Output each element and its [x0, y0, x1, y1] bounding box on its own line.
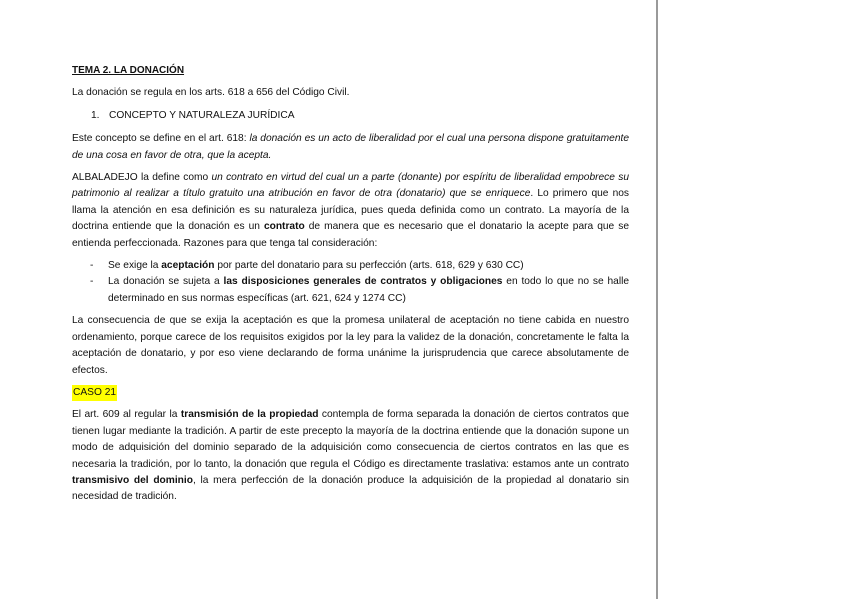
- article-609-paragraph: [72, 407, 629, 505]
- definition-lead: Este concepto se define en el art. 618:: [72, 133, 250, 145]
- page-edge-divider: [656, 0, 658, 599]
- article-609-bold1: transmisión de la propiedad: [180, 409, 319, 421]
- consequence-paragraph: La consecuencia de que se exija la aceptación es que la promesa unilateral de aceptación no tiene cabida en nuestro ordenamiento, porque carece de los requisitos exigidos por la ley para la validez de la donación, concretamente le falta la aceptación de donatario, y por eso viene declarando de forma unánime la jurisprudencia que carece absolutamente de efectos.: [72, 315, 629, 376]
- article-609-tail: , la mera perfección de la donación produce la adquisición de la propiedad al donatario sin necesidad de tradición.: [72, 474, 629, 503]
- dash-marker: -: [90, 276, 94, 288]
- document-title: TEMA 2. LA DONACIÓN: [72, 65, 185, 76]
- section-title: CONCEPTO Y NATURALEZA JURÍDICA: [109, 109, 295, 121]
- albaladejo-tail: de manera que es necesario que el donatario la acepte para que se entienda perfeccionada. Razones para que tenga tal consideración:: [72, 221, 629, 249]
- list-item-text: en todo lo que no se halle determinado en sus normas específicas (art. 621, 624 y 1274 CC): [108, 276, 630, 304]
- caso-line: [72, 385, 629, 401]
- list-item-bold: aceptación: [161, 260, 215, 272]
- reasons-list: [72, 258, 629, 307]
- list-item: [72, 258, 629, 274]
- list-item-text: La donación se sujeta a: [108, 276, 224, 288]
- albaladejo-lead: ALBALADEJO la define como: [72, 172, 212, 184]
- intro-paragraph: La donación se regula en los arts. 618 a 656 del Código Civil.: [72, 87, 350, 99]
- dash-marker: -: [90, 260, 94, 272]
- albaladejo-bold: contrato: [263, 221, 305, 233]
- list-item-text: Se exige la: [108, 260, 162, 272]
- list-item: [72, 274, 629, 307]
- albaladejo-mid: . Lo primero que nos llama la atención en esa definición es su naturaleza jurídica, pues queda definida como un contrato. La mayoría de la doctrina entiende que la donación es un: [72, 188, 629, 233]
- definition-quote: la donación es un acto de liberalidad por el cual una persona dispone gratuitamente de una cosa en favor de otra, que la acepta.: [72, 133, 629, 161]
- section-heading: [72, 108, 629, 124]
- article-609-mid: contempla de forma separada la donación de ciertos contratos que tienen lugar mediante la tradición. A partir de este precepto la mayoría de la doctrina entiende que la donación supone un modo de adquisición del dominio separado de la adquisición como consecuencia de ciertos contratos en las que es necesaria la tradición, por lo tanto, la donación que regula el Código es directamente traslativa: estamos ante un contrato: [72, 409, 629, 470]
- caso-highlight: CASO 21: [72, 385, 117, 401]
- definition-paragraph: [72, 131, 629, 164]
- article-609-lead: El art. 609 al regular la: [72, 409, 181, 421]
- list-item-bold: las disposiciones generales de contratos y obligaciones: [223, 276, 503, 288]
- document-body: [72, 63, 629, 512]
- albaladejo-quote: un contrato en virtud del cual un a parte (donante) por espíritu de liberalidad empobrece su patrimonio al realizar a título gratuito una atribución en favor de otra (donatario) que se enriquece: [72, 172, 629, 200]
- list-item-text: por parte del donatario para su perfección (arts. 618, 629 y 630 CC): [214, 260, 524, 272]
- albaladejo-paragraph: [72, 170, 629, 252]
- article-609-bold2: transmisivo del dominio: [72, 474, 193, 486]
- section-number: 1.: [91, 109, 100, 121]
